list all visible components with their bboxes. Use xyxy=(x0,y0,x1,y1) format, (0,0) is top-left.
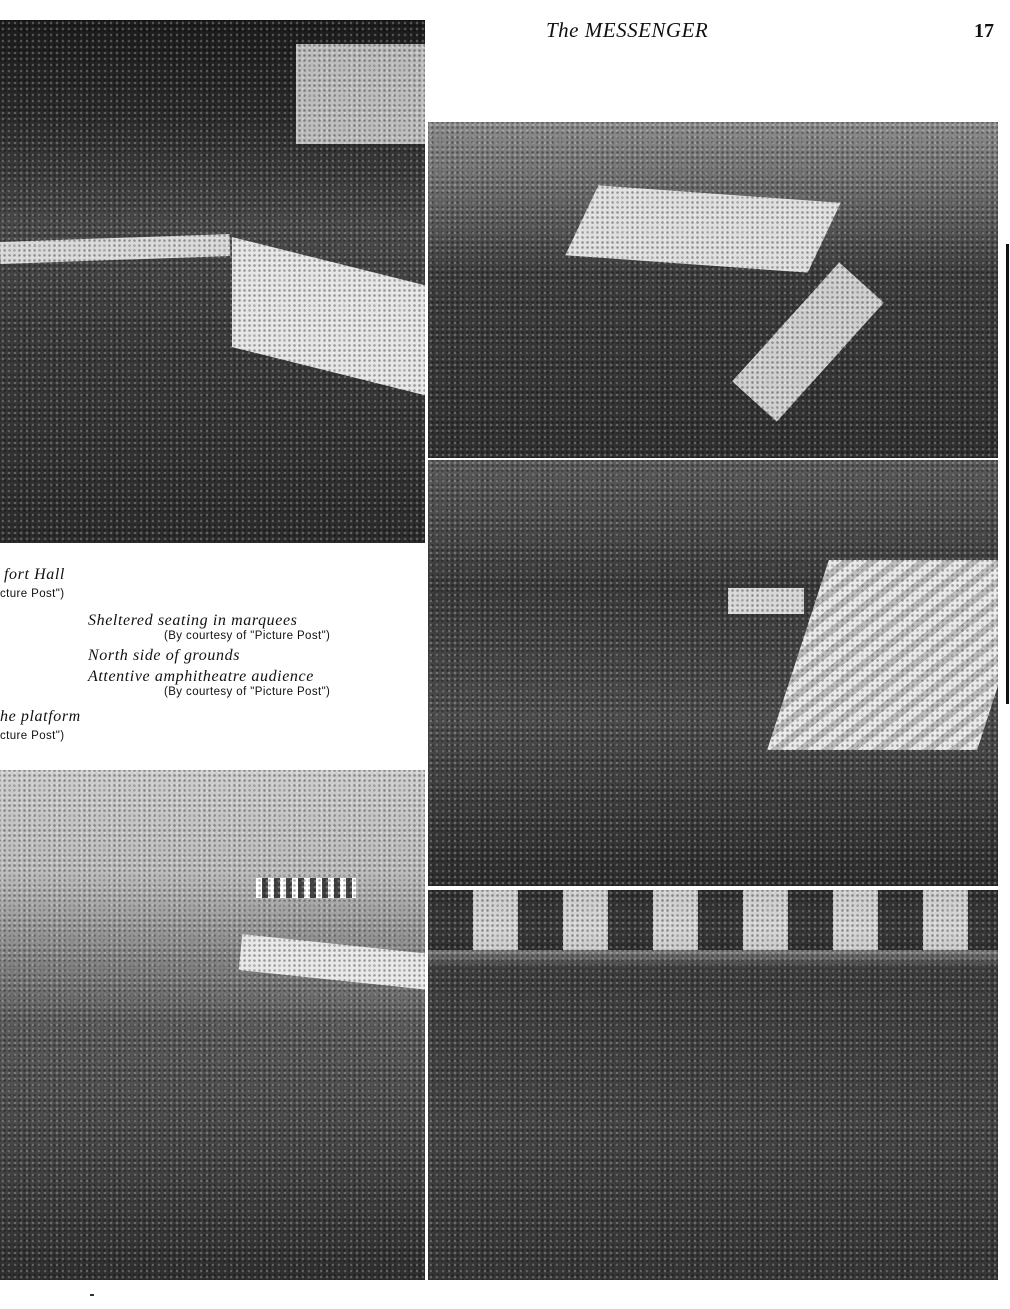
page-mark xyxy=(90,1294,94,1296)
page-edge-rule xyxy=(1006,244,1009,704)
marquee-tent xyxy=(565,185,840,272)
caption-marquees-credit: (By courtesy of "Picture Post") xyxy=(164,630,331,642)
hall-gallery xyxy=(232,237,425,397)
photo-amphitheatre xyxy=(428,890,998,1280)
tree-line xyxy=(428,890,998,950)
caption-hall-credit: cture Post") xyxy=(0,588,65,600)
small-tent xyxy=(728,588,804,614)
hall-ceiling-detail xyxy=(296,44,425,144)
caption-north-title: North side of grounds xyxy=(88,647,241,664)
platform-balcony xyxy=(256,878,356,898)
photo-north-side-grounds xyxy=(428,460,998,886)
caption-amphitheatre-credit: (By courtesy of "Picture Post") xyxy=(164,686,331,698)
ground-path xyxy=(732,262,884,421)
publication-title: The MESSENGER xyxy=(546,18,709,42)
photo-interior-hall xyxy=(0,20,425,543)
caption-amphitheatre-title: Attentive amphitheatre audience xyxy=(88,668,314,685)
caption-platform-credit: cture Post") xyxy=(0,730,65,742)
caption-marquees-title: Sheltered seating in marquees xyxy=(88,612,298,629)
photo-platform xyxy=(0,770,425,1280)
platform-banner xyxy=(239,934,425,990)
page-number: 17 xyxy=(974,20,994,42)
caption-hall-title: fort Hall xyxy=(4,566,65,583)
hall-banner xyxy=(0,234,230,264)
caption-platform-title: he platform xyxy=(0,708,81,725)
photo-marquees xyxy=(428,122,998,458)
